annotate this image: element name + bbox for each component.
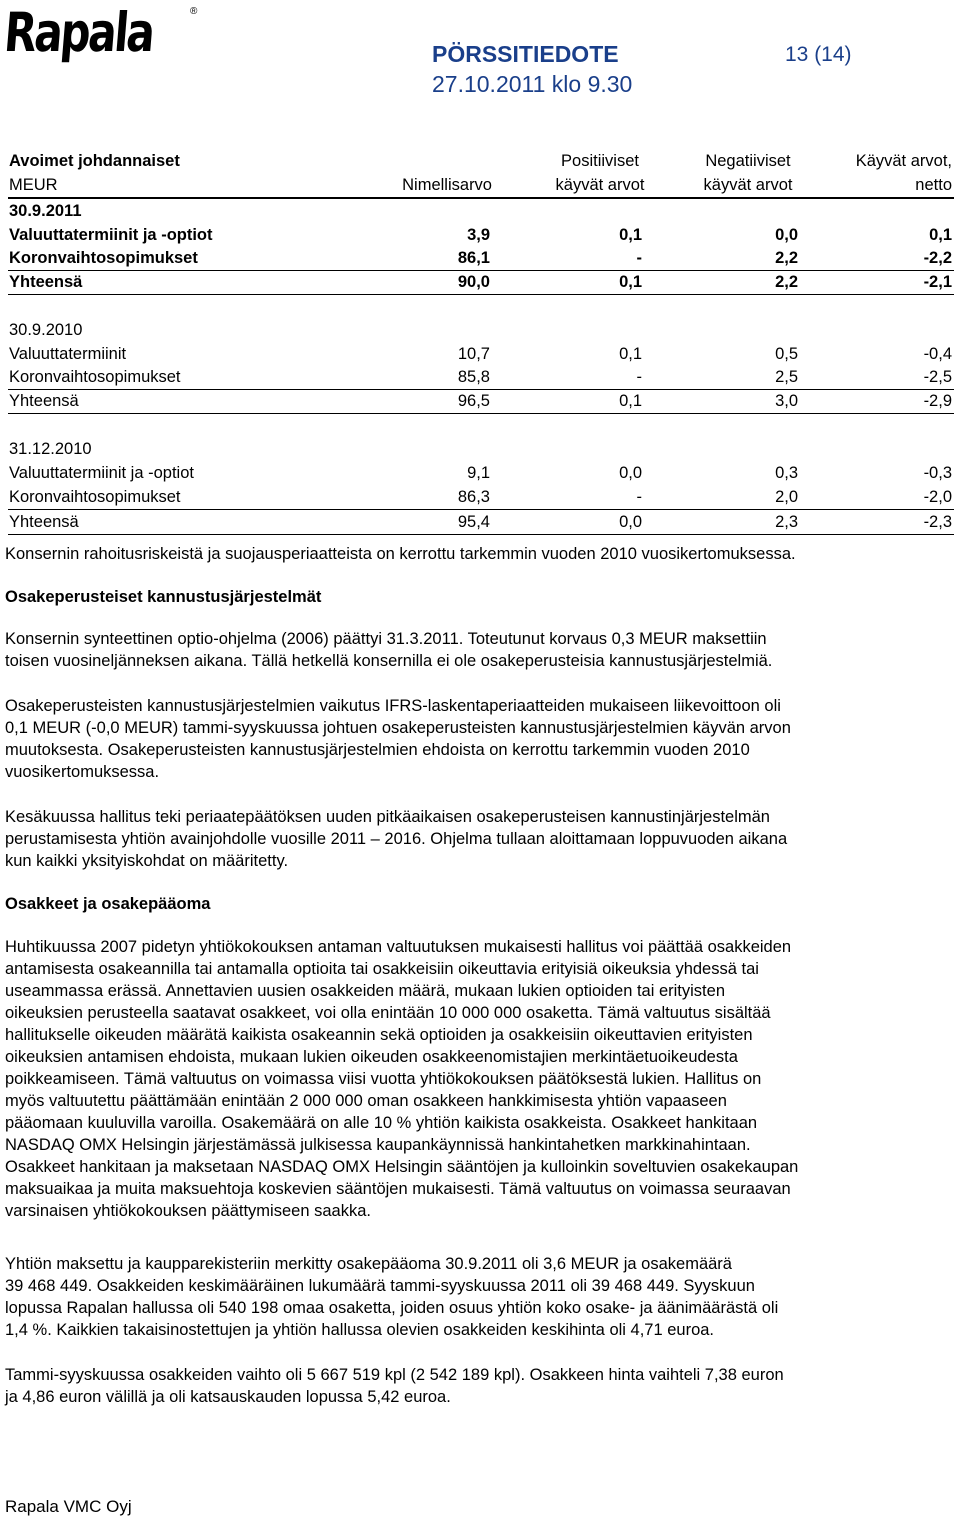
cell-nominal: 86,1	[457, 249, 490, 267]
registered-mark: ®	[190, 6, 198, 17]
paragraph	[5, 1364, 955, 1408]
paragraph	[5, 806, 955, 872]
text-line: perustamisesta yhtiön avainjohdolle vuosille 2011 – 2016. Ohjelma tullaan aloittamaan loppuvuoden aikana	[5, 830, 788, 848]
text-line: muutoksesta. Osakeperusteisten kannustusjärjestelmien ehdoista on kerrottu tarkemmin vuoden 2010	[5, 741, 750, 759]
text-line: kun kaikki yksityiskohdat on määritetty.	[5, 852, 289, 870]
col-header-negative-1: Negatiiviset	[705, 152, 791, 170]
text-line: 0,1 MEUR (-0,0 MEUR) tammi-syyskuussa johtuen osakeperusteisten kannustusjärjestelmien käyvän arvon	[5, 719, 791, 737]
rapala-logo	[1, 1, 198, 64]
company-footer: Rapala VMC Oyj	[5, 1497, 132, 1516]
row-label: Valuuttatermiinit ja -optiot	[9, 226, 213, 244]
cell-nominal: 3,9	[467, 226, 490, 244]
table-header-rule	[8, 197, 954, 199]
text-line: poikkeamiseen. Tämä valtuutus on voimassa viisi vuotta yhtiökokouksen päätöksestä lukien. Hallitus on	[5, 1070, 762, 1088]
text-line: Huhtikuussa 2007 pidetyn yhtiökokouksen antaman valtuutuksen mukaisesti hallitus voi päättää osakkeiden	[5, 938, 792, 956]
total-positive: 0,1	[619, 273, 642, 291]
col-header-nominal: Nimellisarvo	[402, 176, 492, 194]
row-label: Koronvaihtosopimukset	[9, 368, 181, 386]
text-line: NASDAQ OMX Helsingin järjestämässä julkisessa kaupankäynnissä hankintahetken markkinahintaan.	[5, 1136, 751, 1154]
cell-negative: 0,3	[775, 464, 798, 482]
cell-net: 0,1	[929, 226, 952, 244]
cell-nominal: 10,7	[457, 345, 490, 363]
paragraph	[5, 628, 955, 672]
total-rule	[8, 294, 954, 295]
subtotal-rule	[8, 270, 954, 271]
subtotal-rule	[8, 389, 954, 390]
cell-positive: 0,1	[619, 226, 642, 244]
text-line: maksuaikaa ja muita maksuehtoja koskevien sääntöjen mukaisesti. Tämä valtuutus on voimassa seuraavan	[5, 1180, 791, 1198]
text-line: oikeuksien antamisen ehdoista, mukaan lukien oikeuden osakkeenomistajien merkintäetuoikeudesta	[5, 1048, 738, 1066]
cell-positive: -	[636, 249, 642, 267]
total-rule	[8, 534, 954, 535]
table-title: Avoimet johdannaiset	[9, 152, 180, 170]
text-line: Tammi-syyskuussa osakkeiden vaihto oli 5 667 519 kpl (2 542 189 kpl). Osakkeen hinta vaihteli 7,38 euron	[5, 1366, 784, 1384]
col-header-net-1: Käyvät arvot,	[855, 152, 952, 170]
text-line: Osakeperusteisten kannustusjärjestelmien vaikutus IFRS-laskentaperiaatteiden mukaiseen liikevoittoon oli	[5, 697, 781, 715]
cell-net: -2,0	[923, 488, 952, 506]
total-nominal: 96,5	[457, 392, 490, 410]
total-nominal: 95,4	[457, 513, 490, 531]
col-header-positive-2: käyvät arvot	[555, 176, 645, 194]
text-line: varsinaisen yhtiökokouksen päättymiseen saakka.	[5, 1202, 371, 1220]
col-header-positive-1: Positiiviset	[561, 152, 639, 170]
cell-positive: 0,0	[619, 464, 642, 482]
text-line: Osakkeet hankitaan ja maksetaan NASDAQ OMX Helsingin sääntöjen ja kulloinkin soveltuvien osakekaupan	[5, 1158, 799, 1176]
text-line: useammassa erässä. Annettavien uusien osakkeiden määrä, mukaan lukien optioiden tai erityisten	[5, 982, 725, 1000]
row-label: Valuuttatermiinit	[9, 345, 127, 363]
total-net: -2,1	[923, 273, 952, 291]
cell-negative: 2,0	[775, 488, 798, 506]
paragraph	[5, 936, 955, 1222]
total-net: -2,3	[923, 513, 952, 531]
cell-net: -2,2	[923, 249, 952, 267]
text-line: lopussa Rapalan hallussa oli 540 198 omaa osaketta, joiden osuus yhtiön koko osake- ja äänimäärästä oli	[5, 1299, 779, 1317]
cell-nominal: 85,8	[457, 368, 490, 386]
text-line: Kesäkuussa hallitus teki periaatepäätöksen uuden pitkäaikaisen osakeperusteisen kannustinjärjestelmän	[5, 808, 770, 826]
cell-net: -0,3	[923, 464, 952, 482]
press-release-date: 27.10.2011 klo 9.30	[432, 71, 633, 97]
cell-nominal: 9,1	[467, 464, 490, 482]
total-label: Yhteensä	[9, 513, 79, 531]
text-line: 39 468 449. Osakkeiden keskimääräinen lukumäärä tammi-syyskuussa 2011 oli 39 468 449. Syyskuun	[5, 1277, 755, 1295]
total-rule	[8, 413, 954, 414]
text-line: 1,4 %. Kaikkien takaisinostettujen ja yhtiön hallussa olevien osakkeiden keskihinta oli 4,71 euroa.	[5, 1321, 715, 1339]
total-negative: 3,0	[775, 392, 798, 410]
col-header-net-2: netto	[915, 176, 952, 194]
row-label: Valuuttatermiinit ja -optiot	[9, 464, 194, 482]
period-date: 30.9.2010	[9, 321, 83, 339]
risk-note: Konsernin rahoitusriskeistä ja suojausperiaatteista on kerrottu tarkemmin vuoden 2010 vuosikertomuksessa.	[5, 545, 796, 563]
cell-positive: -	[636, 368, 642, 386]
text-line: Konsernin synteettinen optio-ohjelma (2006) päättyi 31.3.2011. Toteutunut korvaus 0,3 MEUR maksettiin	[5, 630, 767, 648]
row-label: Koronvaihtosopimukset	[9, 249, 198, 267]
total-label: Yhteensä	[9, 392, 79, 410]
page-number: 13 (14)	[785, 43, 852, 66]
total-net: -2,9	[923, 392, 952, 410]
text-line: oikeuksien perusteella saatavat osakkeet, voi olla enintään 10 000 000 osaketta. Tämä valtuutus sisältää	[5, 1004, 771, 1022]
text-line: antamisesta osakeannilla tai antamalla optioita tai osakkeisiin oikeuttavia erityisiä oikeuksia yhdessä tai	[5, 960, 759, 978]
total-negative: 2,2	[775, 273, 798, 291]
text-line: pääomaan kuuluvilla varoilla. Osakemäärä on alle 10 % yhtiön kaikista osakkeista. Osakkeet hankitaan	[5, 1114, 758, 1132]
total-label: Yhteensä	[9, 273, 83, 291]
section-heading-shares: Osakkeet ja osakepääoma	[5, 895, 211, 913]
col-header-negative-2: käyvät arvot	[703, 176, 793, 194]
section-heading-incentives: Osakeperusteiset kannustusjärjestelmät	[5, 588, 322, 606]
paragraph	[5, 1253, 955, 1341]
cell-nominal: 86,3	[457, 488, 490, 506]
text-line: toisen vuosineljänneksen aikana. Tällä hetkellä konsernilla ei ole osakeperusteisia kannustusjärjestelmiä.	[5, 652, 773, 670]
period-date: 31.12.2010	[9, 440, 92, 458]
total-positive: 0,0	[619, 513, 642, 531]
period-date: 30.9.2011	[9, 202, 82, 220]
paragraph	[5, 695, 955, 783]
cell-negative: 2,5	[775, 368, 798, 386]
cell-negative: 2,2	[775, 249, 798, 267]
total-negative: 2,3	[775, 513, 798, 531]
text-line: ja 4,86 euron välillä ja oli katsauskauden lopussa 5,42 euroa.	[5, 1388, 451, 1406]
table-unit: MEUR	[9, 176, 58, 194]
text-line: vuosikertomuksessa.	[5, 763, 160, 781]
cell-positive: 0,1	[619, 345, 642, 363]
cell-net: -0,4	[923, 345, 952, 363]
cell-negative: 0,5	[775, 345, 798, 363]
text-line: hallitukselle oikeuden määrätä kaikista osakeannin sekä optioiden ja osakkeisiin oikeuttavien erityisten	[5, 1026, 753, 1044]
row-label: Koronvaihtosopimukset	[9, 488, 181, 506]
press-release-title: PÖRSSITIEDOTE	[432, 41, 619, 67]
cell-negative: 0,0	[775, 226, 798, 244]
text-line: myös valtuutettu päättämään enintään 2 000 000 oman osakkeen hankkimisesta yhtiön vapaaseen	[5, 1092, 727, 1110]
total-nominal: 90,0	[457, 273, 490, 291]
total-positive: 0,1	[619, 392, 642, 410]
text-line: Yhtiön maksettu ja kaupparekisteriin merkitty osakepääoma 30.9.2011 oli 3,6 MEUR ja osakemäärä	[5, 1255, 732, 1273]
logo-wordmark: Rapala	[1, 1, 156, 64]
cell-positive: -	[636, 488, 642, 506]
subtotal-rule	[8, 509, 954, 510]
cell-net: -2,5	[923, 368, 952, 386]
